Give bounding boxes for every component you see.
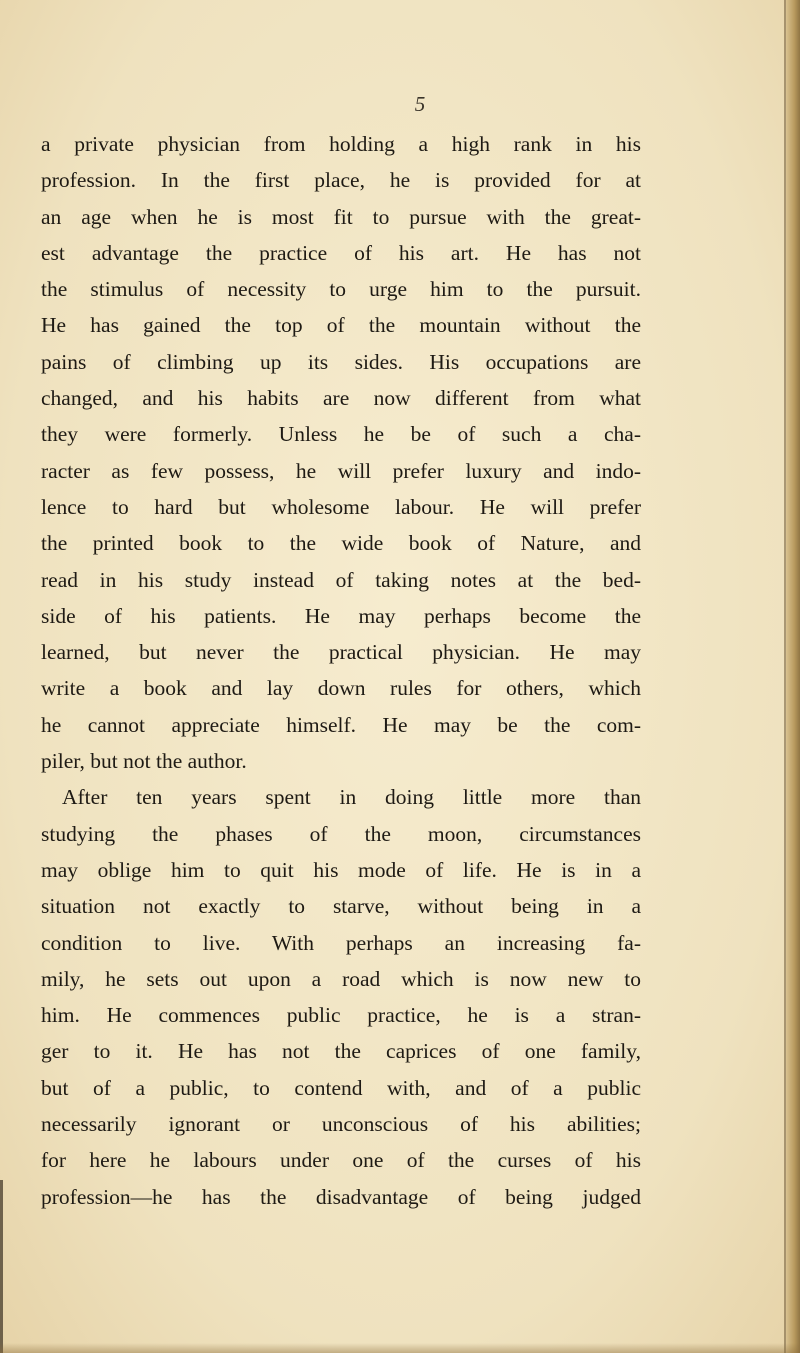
text-line: ger to it. He has not the caprices of one family, — [41, 1039, 641, 1064]
page-number: 5 — [414, 92, 426, 116]
text-line: studying the phases of the moon, circumstances — [41, 821, 641, 846]
text-line: side of his patients. He may perhaps become the — [41, 603, 641, 628]
text-line: He has gained the top of the mountain without the — [41, 313, 641, 338]
page-edge-shadow — [784, 0, 786, 1353]
text-line: they were formerly. Unless he be of such a cha- — [41, 422, 641, 447]
text-line: profession. In the first place, he is provided for at — [41, 168, 641, 193]
text-line: learned, but never the practical physician. He may — [41, 640, 641, 665]
paragraph-end-line: piler, but not the author. — [41, 749, 247, 774]
text-line: a private physician from holding a high rank in his — [41, 132, 641, 156]
text-line: racter as few possess, he will prefer luxury and indo- — [41, 458, 641, 483]
text-line: him. He commences public practice, he is a stran- — [41, 1003, 641, 1028]
text-line: est advantage the practice of his art. He has not — [41, 240, 641, 265]
text-line: an age when he is most fit to pursue with the great- — [41, 204, 641, 229]
page-bottom-edge — [0, 1343, 800, 1353]
text-line: lence to hard but wholesome labour. He will prefer — [41, 494, 641, 519]
text-line: for here he labours under one of the curses of his — [41, 1148, 641, 1173]
text-line: the printed book to the wide book of Nature, and — [41, 531, 641, 556]
text-line: situation not exactly to starve, without being in a — [41, 894, 641, 919]
body-text — [41, 126, 641, 1215]
page-fore-edge — [786, 0, 800, 1353]
text-line: read in his study instead of taking notes at the bed- — [41, 567, 641, 592]
text-line: pains of climbing up its sides. His occupations are — [41, 349, 641, 374]
text-line: profession—he has the disadvantage of being judged — [41, 1184, 641, 1209]
text-line: the stimulus of necessity to urge him to the pursuit. — [41, 277, 641, 302]
text-line: write a book and lay down rules for others, which — [41, 676, 641, 701]
text-line: he cannot appreciate himself. He may be the com- — [41, 712, 641, 737]
paragraph-start-line: After ten years spent in doing little more than — [62, 785, 641, 810]
text-line: necessarily ignorant or unconscious of his abilities; — [41, 1112, 641, 1137]
text-line: may oblige him to quit his mode of life. He is in a — [41, 857, 641, 882]
binding-edge — [0, 1180, 3, 1353]
text-line: mily, he sets out upon a road which is now new to — [41, 966, 641, 991]
text-line: condition to live. With perhaps an increasing fa- — [41, 930, 641, 955]
text-line: but of a public, to contend with, and of a public — [41, 1075, 641, 1100]
text-line: changed, and his habits are now different from what — [41, 386, 641, 411]
